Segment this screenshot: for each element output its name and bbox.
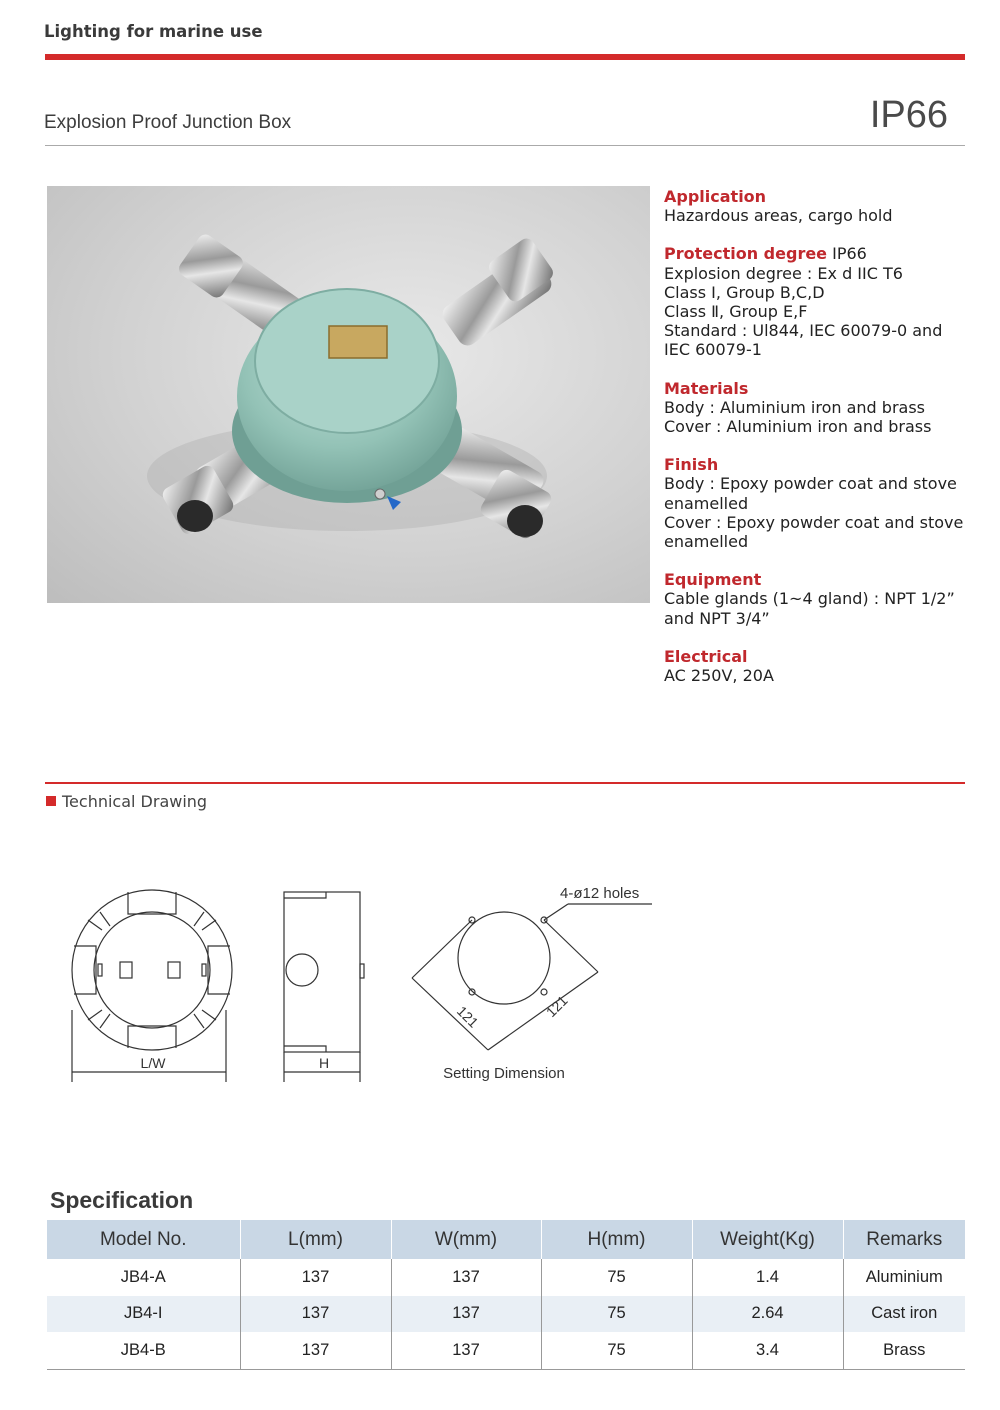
table-cell: 75: [541, 1296, 692, 1333]
technical-drawing-title: Technical Drawing: [62, 792, 208, 811]
column-header: Model No.: [47, 1220, 240, 1259]
table-cell: 137: [391, 1332, 541, 1369]
table-cell: 2.64: [692, 1296, 843, 1333]
spec-line: IEC 60079-1: [664, 340, 762, 360]
table-cell: JB4-I: [47, 1296, 240, 1333]
table-cell: Cast iron: [843, 1296, 965, 1333]
spec-heading: Protection degree: [664, 244, 828, 264]
spec-materials: [664, 379, 974, 437]
table-cell: 137: [391, 1259, 541, 1296]
table-cell: JB4-B: [47, 1332, 240, 1369]
spec-list: [664, 187, 974, 704]
table-cell: 137: [240, 1332, 391, 1369]
spec-line: and NPT 3/4”: [664, 608, 770, 628]
label-holes: 4-ø12 holes: [560, 885, 640, 902]
table-row: [47, 1259, 965, 1296]
product-title: Explosion Proof Junction Box: [44, 112, 292, 133]
category-title: Lighting for marine use: [44, 22, 263, 41]
title-divider: [45, 145, 965, 146]
table-cell: 75: [541, 1259, 692, 1296]
table-cell: 75: [541, 1332, 692, 1369]
specification-table: [47, 1220, 965, 1370]
spec-line: AC 250V, 20A: [664, 666, 774, 686]
spec-line: Body : Epoxy powder coat and stove: [664, 474, 957, 494]
spec-line: Cable glands (1~4 gland) : NPT 1/2”: [664, 589, 955, 609]
spec-heading: Materials: [664, 378, 749, 398]
technical-divider: [45, 782, 965, 784]
spec-heading: Electrical: [664, 646, 748, 666]
setting-dimension-drawing: [412, 904, 652, 1050]
spec-line: enamelled: [664, 493, 749, 513]
spec-heading: Application: [664, 187, 767, 206]
spec-line: Standard : Ul844, IEC 60079-0 and: [664, 321, 943, 341]
spec-heading: Finish: [664, 455, 719, 475]
spec-line: Explosion degree : Ex d IIC T6: [664, 263, 903, 283]
table-row: [47, 1296, 965, 1333]
gland-top-right: [439, 235, 556, 349]
header-divider: [45, 54, 965, 60]
label-dim-left: 121: [453, 1002, 482, 1031]
technical-drawing: [60, 860, 680, 1100]
spec-application: [664, 187, 974, 225]
column-header: Remarks: [843, 1220, 965, 1259]
spec-equipment: [664, 570, 974, 628]
label-h: H: [318, 1055, 330, 1071]
table-cell: JB4-A: [120, 1267, 166, 1286]
spec-heading: Equipment: [664, 570, 762, 590]
column-header: L(mm): [240, 1220, 391, 1259]
spec-line: Class Ⅱ, Group E,F: [664, 302, 808, 322]
table-cell: 137: [391, 1296, 541, 1333]
spec-value: IP66: [832, 244, 867, 264]
spec-line: Body : Aluminium iron and brass: [664, 397, 925, 417]
junction-box-illustration: [47, 186, 650, 603]
table-cell: Aluminium: [843, 1259, 965, 1296]
table-row: [47, 1332, 965, 1369]
table-cell: 3.4: [692, 1332, 843, 1369]
spec-line: enamelled: [664, 532, 749, 552]
spec-protection: [664, 244, 974, 359]
column-header: Weight(Kg): [692, 1220, 843, 1259]
table-header-row: [47, 1220, 965, 1259]
spec-line: Class Ⅰ, Group B,C,D: [664, 282, 825, 302]
table-cell: 137: [240, 1259, 391, 1296]
label-setting-dimension: Setting Dimension: [443, 1065, 565, 1082]
spec-line: Cover : Aluminium iron and brass: [664, 417, 932, 437]
table-cell: 137: [240, 1296, 391, 1333]
side-view-drawing: [284, 892, 364, 1082]
nameplate: [329, 326, 387, 358]
top-view-drawing: [72, 890, 232, 1082]
table-cell: Brass: [843, 1332, 965, 1369]
spec-line: Cover : Epoxy powder coat and stove: [664, 512, 964, 532]
spec-line: Hazardous areas, cargo hold: [664, 206, 893, 226]
specification-title: Specification: [50, 1187, 194, 1213]
ip-rating: IP66: [869, 94, 948, 136]
spec-finish: [664, 455, 974, 551]
column-header: W(mm): [391, 1220, 541, 1259]
table-cell: 1.4: [692, 1259, 843, 1296]
spec-electrical: [664, 647, 974, 685]
column-header: H(mm): [541, 1220, 692, 1259]
section-marker-icon: [46, 796, 56, 806]
product-photo: [47, 186, 650, 603]
label-lw: L/W: [140, 1055, 166, 1071]
label-dim-right: 121: [542, 992, 571, 1021]
